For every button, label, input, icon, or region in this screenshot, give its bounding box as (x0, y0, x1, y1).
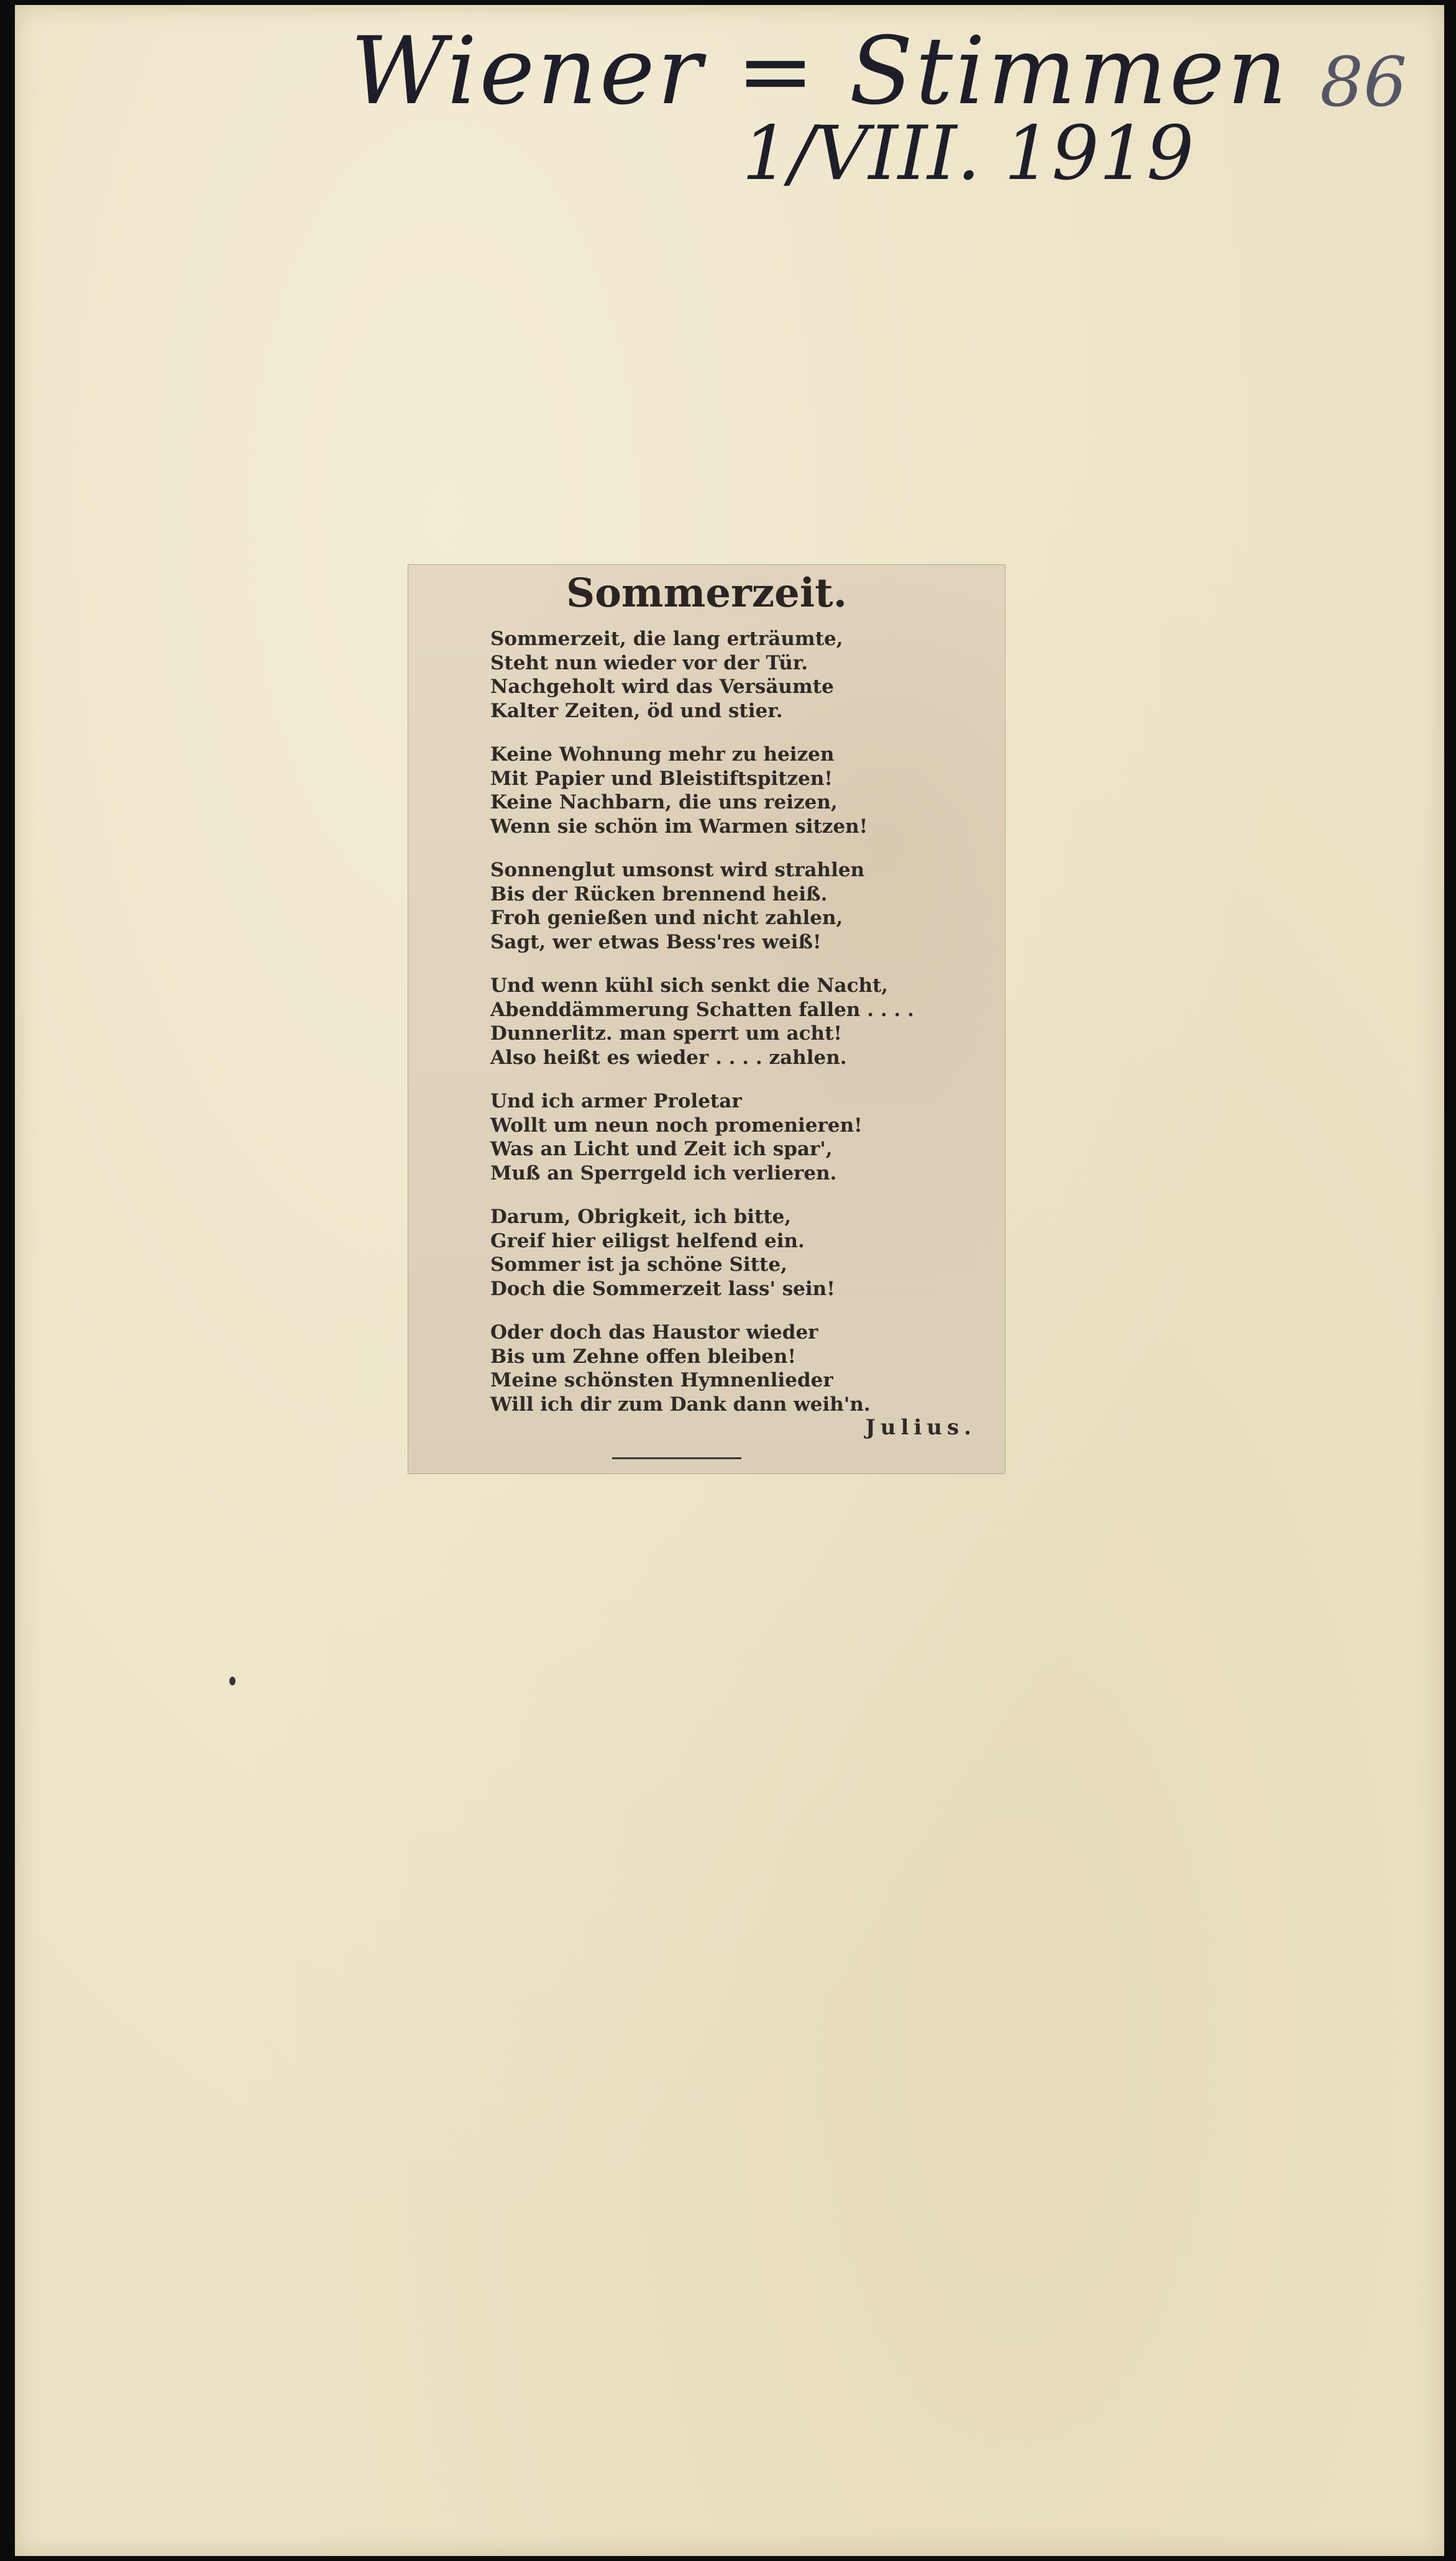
poem-line: Greif hier eiligst helfend ein. (490, 1229, 805, 1252)
closing-rule (612, 1457, 741, 1459)
poem-line: Sommer ist ja schöne Sitte, (490, 1253, 787, 1276)
stanza (490, 974, 987, 1070)
handwritten-newspaper-title: Wiener = Stimmen (350, 17, 1290, 126)
stanza (490, 1205, 987, 1301)
poem-line: Abenddämmerung Schatten fallen . . . . (490, 998, 914, 1021)
poem-line: Sonnenglut umsonst wird strahlen (490, 859, 865, 881)
archive-sheet (15, 5, 1444, 2556)
poem-line: Was an Licht und Zeit ich spar', (490, 1138, 833, 1160)
poem-body (490, 627, 987, 1436)
poem-line: Bis der Rücken brennend heiß. (490, 882, 828, 905)
poem-line: Nachgeholt wird das Versäumte (490, 676, 834, 698)
author-signature: Julius. (865, 1415, 976, 1440)
poem-line: Wenn sie schön im Warmen sitzen! (490, 815, 868, 838)
poem-line: Will ich dir zum Dank dann weih'n. (490, 1393, 871, 1416)
stanza (490, 743, 987, 838)
stanza (490, 627, 987, 723)
poem-line: Muß an Sperrgeld ich verlieren. (490, 1161, 837, 1184)
poem-line: Bis um Zehne offen bleiben! (490, 1345, 796, 1368)
poem-line: Sommerzeit, die lang erträumte, (490, 628, 843, 650)
stanza (490, 1089, 987, 1185)
poem-line: Froh genießen und nicht zahlen, (490, 907, 843, 929)
stanza (490, 1321, 987, 1416)
poem-line: Darum, Obrigkeit, ich bitte, (490, 1206, 792, 1228)
poem-line: Oder doch das Haustor wieder (490, 1321, 818, 1344)
handwritten-date: 1/VIII. 1919 (742, 111, 1194, 197)
poem-line: Und ich armer Proletar (490, 1090, 742, 1112)
poem-line: Keine Nachbarn, die uns reizen, (490, 791, 838, 813)
poem-line: Doch die Sommerzeit lass' sein! (490, 1277, 835, 1300)
poem-line: Dunnerlitz. man sperrt um acht! (490, 1022, 843, 1045)
poem-line: Keine Wohnung mehr zu heizen (490, 743, 835, 766)
poem-line: Sagt, wer etwas Bess'res weiß! (490, 930, 822, 953)
stanza (490, 858, 987, 954)
paper-speck (229, 1677, 236, 1685)
poem-title: Sommerzeit. (566, 570, 847, 616)
poem-line: Wollt um neun noch promenieren! (490, 1114, 863, 1137)
poem-line: Mit Papier und Bleistiftspitzen! (490, 767, 833, 790)
poem-line: Meine schönsten Hymnenlieder (490, 1369, 833, 1391)
poem-line: Und wenn kühl sich senkt die Nacht, (490, 974, 889, 997)
poem-line: Kalter Zeiten, öd und stier. (490, 699, 783, 722)
poem-line: Also heißt es wieder . . . . zahlen. (490, 1046, 847, 1069)
handwritten-page-number: 86 (1320, 42, 1407, 122)
poem-line: Steht nun wieder vor der Tür. (490, 651, 808, 674)
newspaper-clipping (408, 564, 1005, 1474)
